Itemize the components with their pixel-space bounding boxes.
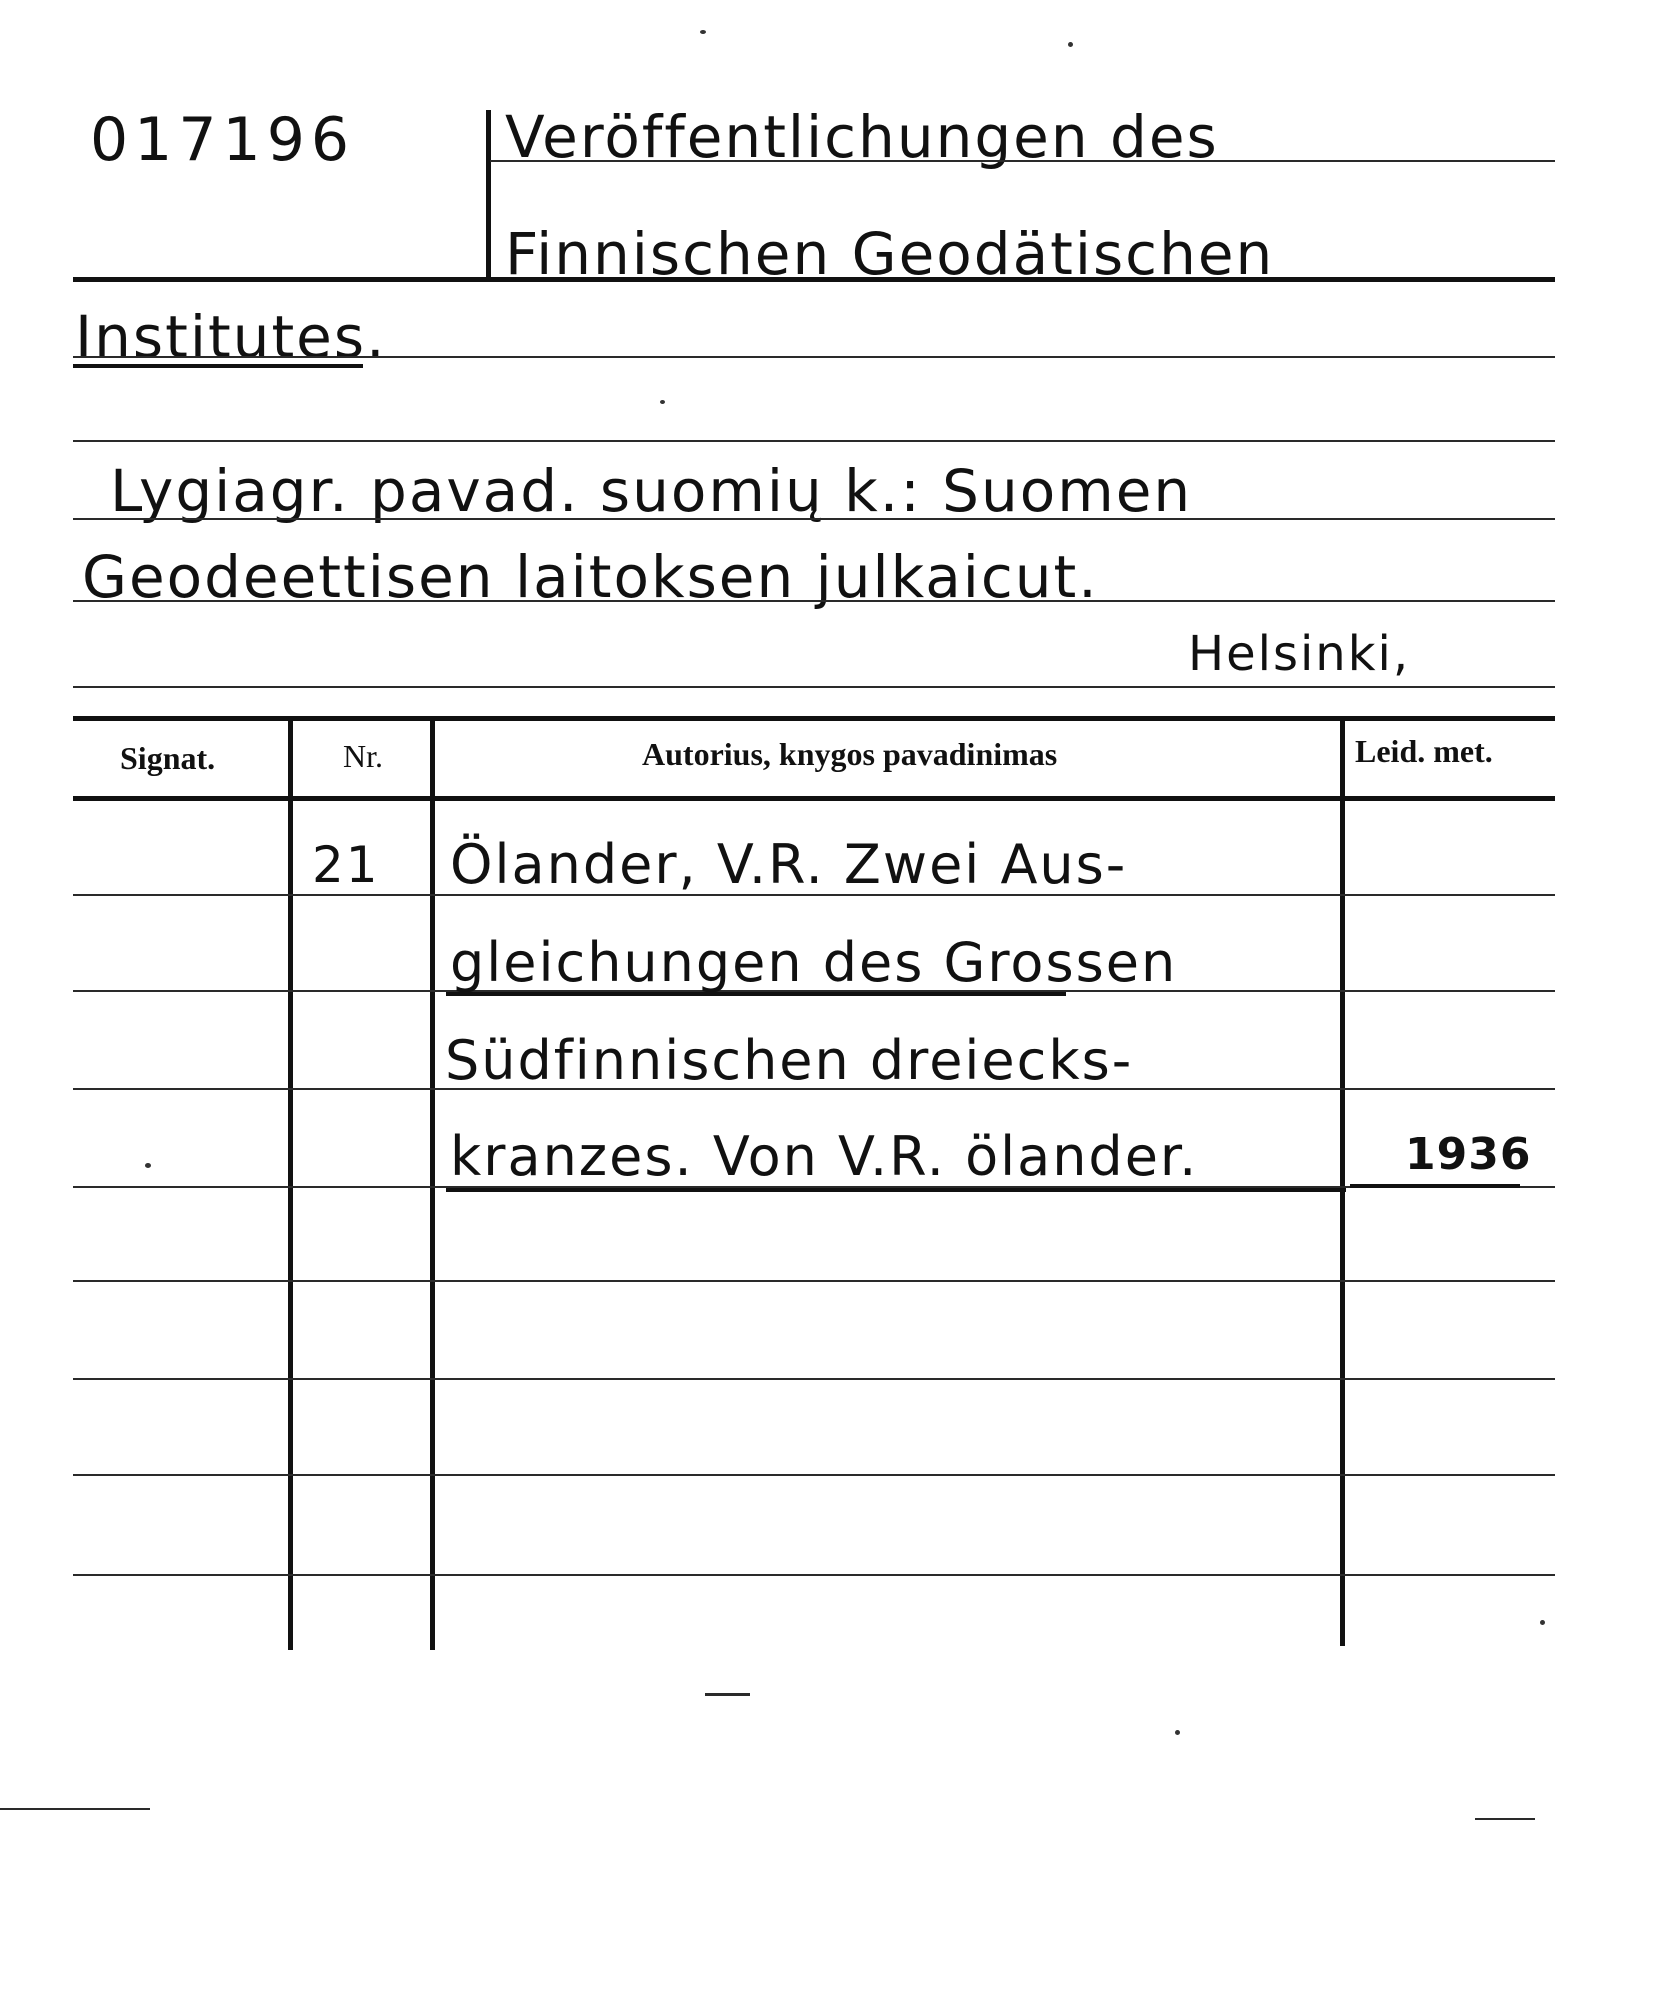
title-rule-2 [73, 277, 1555, 282]
publication-place: Helsinki, [1188, 626, 1411, 682]
scan-mark [0, 1808, 150, 1810]
series-title-line2: Finnischen Geodätischen [505, 220, 1275, 288]
scan-mark [705, 1693, 750, 1696]
scan-speck [660, 400, 665, 404]
entry-line-2: gleichungen des Grossen [450, 931, 1178, 994]
rule-4 [73, 440, 1555, 442]
parallel-title-line1: Lygiagr. pavad. suomių k.: Suomen [110, 457, 1193, 525]
entry-nr: 21 [312, 836, 380, 894]
table-top-border [73, 716, 1555, 721]
header-author-title: Autorius, knygos pavadinimas [642, 736, 1058, 772]
header-year: Leid. met. [1355, 733, 1493, 769]
rule-3 [73, 356, 1555, 358]
series-title-line1: Veröffentlichungen des [505, 103, 1219, 171]
entry-year: 1936 [1405, 1129, 1532, 1180]
table-row-rule [73, 1474, 1555, 1476]
card-number: 017196 [90, 105, 356, 175]
header-nr: Nr. [343, 738, 383, 774]
scan-speck [1540, 1620, 1545, 1625]
table-row-rule [73, 1574, 1555, 1576]
title-divider [486, 110, 491, 280]
table-row-rule [73, 1378, 1555, 1380]
scan-speck [700, 30, 706, 34]
table-row-rule [73, 1280, 1555, 1282]
rule-7 [73, 686, 1555, 688]
title-rule-1 [490, 160, 1555, 162]
rule-5 [73, 518, 1555, 520]
rule-6 [73, 600, 1555, 602]
entry-line-3: Südfinnischen dreiecks- [445, 1029, 1134, 1092]
column-divider-1 [288, 720, 293, 1650]
scan-mark [1475, 1818, 1535, 1820]
scan-speck [145, 1163, 151, 1168]
header-bottom-border [73, 796, 1555, 801]
entry-year-underline [1350, 1184, 1520, 1188]
scan-speck [1068, 42, 1073, 47]
parallel-title-line2: Geodeettisen laitoksen julkaicut. [82, 543, 1099, 611]
header-signat: Signat. [120, 740, 216, 776]
entry-line-1: Ölander, V.R. Zwei Aus- [450, 833, 1128, 896]
entry-underline-4 [446, 1188, 1346, 1192]
entry-line-4: kranzes. Von V.R. ölander. [450, 1125, 1199, 1188]
scan-speck [1175, 1730, 1180, 1735]
entry-underline-2 [446, 992, 1066, 996]
column-divider-2 [430, 720, 435, 1650]
series-title-line3: Institutes. [75, 303, 387, 371]
title-underline [73, 364, 363, 368]
column-divider-3 [1340, 716, 1345, 1646]
